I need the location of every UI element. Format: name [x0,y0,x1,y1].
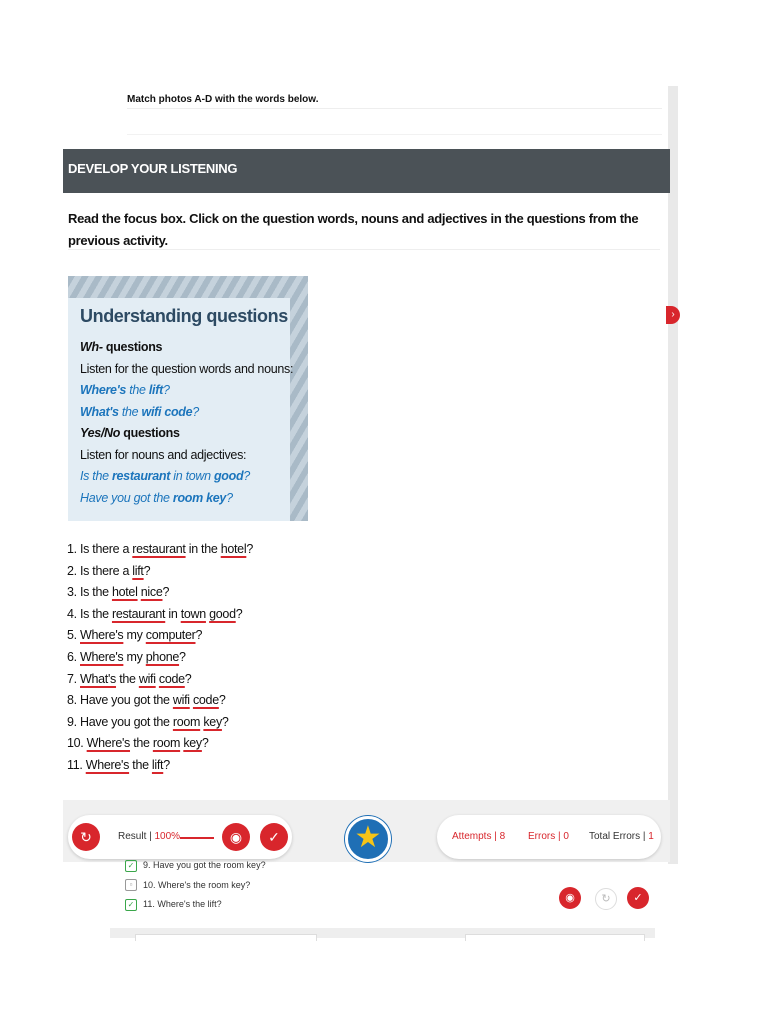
question-item [67,690,253,712]
attempts-stat [452,831,505,842]
question-text: 1. Is there a [67,542,133,556]
yn-instruction: Listen for nouns and adjectives: [80,448,247,462]
errors-stat [528,831,569,842]
check-button-small[interactable] [627,887,649,909]
selected-word[interactable]: hotel [111,585,138,600]
selected-word[interactable]: wifi [172,693,190,708]
ex-text: Have you got the [80,491,173,505]
total-errors-stat [589,831,654,842]
show-answers-button-small[interactable] [559,887,581,909]
question-text: 3. Is the [67,585,112,600]
question-text: 2. Is there a [67,563,133,578]
question-text: the [129,757,152,772]
question-text: ? [163,757,170,772]
question-text: the [130,736,153,751]
example-4 [80,491,233,505]
selected-word[interactable]: Where's [80,649,124,664]
question-item [67,604,253,626]
attempts-value: 8 [499,831,506,842]
errors-value: 0 [563,831,569,842]
question-text: 11. [67,757,86,772]
yn-heading-rest: questions [120,426,180,440]
selected-word[interactable]: town [180,606,206,621]
ex-word: What's [80,405,119,419]
question-text: ? [246,542,253,556]
star-icon: ★ [354,821,382,854]
question-text: ? [184,671,192,686]
divider [68,249,660,250]
example-3 [80,469,250,483]
question-text: in [165,606,181,621]
previous-answer-item [125,895,266,915]
selected-word[interactable]: nice [140,585,163,600]
ex-word: wifi code [141,405,193,419]
total-errors-value: 1 [648,831,654,842]
question-text: ? [162,585,170,600]
wh-heading [80,340,162,354]
question-item [67,582,253,604]
selected-word[interactable]: lift [132,563,144,578]
question-item [67,625,253,647]
question-text: 7. [67,671,80,686]
ex-word: restaurant [111,469,171,483]
ex-text: the [126,383,149,397]
check-button[interactable] [260,823,288,851]
yn-heading-italic: Yes/No [80,426,121,440]
focus-box-stripe-right [290,276,308,521]
question-text: 10. [67,736,87,751]
selected-word[interactable]: Where's [86,736,131,751]
focus-box-title: Understanding questions [80,306,288,326]
check-icon: ✓ [268,829,280,845]
scrollbar-track[interactable] [668,86,678,864]
check-icon: ✓ [633,892,643,904]
question-item [67,539,253,561]
selected-word[interactable]: restaurant [111,606,166,621]
check-icon: ✓ [125,899,137,911]
selected-word[interactable]: good [209,606,236,621]
previous-answer-item [125,856,266,876]
section-title: DEVELOP YOUR LISTENING [63,149,670,193]
question-item [67,755,253,777]
ex-text: ? [243,469,250,483]
question-text: ? [179,649,186,664]
question-text: my [123,649,146,664]
question-text: 9. Have you got the [67,714,173,729]
ex-text: ? [162,383,170,397]
question-text: 8. Have you got the [67,693,173,708]
selected-word[interactable]: room [152,736,181,751]
question-text: 6. [67,649,80,664]
yn-heading [80,426,180,440]
match-instruction: Match photos A-D with the words below. [127,94,319,105]
activity-instructions: Read the focus box. Click on the question words, nouns and adjectives in the questions from the previous activity. [68,211,639,248]
question-text: my [123,628,146,643]
result-text: Result | [118,831,155,842]
footer-pill [135,934,317,941]
question-item [67,712,253,734]
errors-label: Errors | [528,831,564,842]
ex-text: in town [170,469,214,483]
footer-pill [465,934,645,941]
attempts-label: Attempts | [452,831,500,842]
example-1 [80,383,170,397]
ex-word: good [213,469,244,483]
question-item [67,647,253,669]
chevron-right-icon: › [671,309,675,320]
selected-word[interactable]: phone [145,649,180,664]
total-errors-label: Total Errors | [589,831,649,842]
ex-word: Where's [80,383,127,397]
selected-word[interactable]: key [183,736,202,751]
selected-word[interactable]: wifi [138,671,156,686]
focus-box [68,276,308,521]
selected-word[interactable]: restaurant [132,542,186,556]
selected-word[interactable]: code [158,671,185,686]
refresh-icon: ↻ [80,829,92,845]
result-value: 100% [154,831,181,842]
previous-answer-text: 10. Where's the room key? [143,879,251,890]
selected-word[interactable]: lift [151,757,164,772]
previous-answer-text: 9. Have you got the room key? [143,860,266,870]
result-label [118,831,180,842]
selected-word[interactable]: What's [80,671,117,686]
ex-text: ? [192,405,199,419]
selected-word[interactable]: room [172,714,201,729]
question-text: the [116,671,139,686]
question-text: 5. [67,628,80,643]
selected-word[interactable]: Where's [80,628,124,643]
wh-heading-italic: Wh- [80,340,103,354]
selected-word[interactable]: code [192,693,219,708]
question-text: ? [195,628,203,643]
ex-word: room key [172,491,227,505]
question-text: 4. Is the [67,606,112,621]
question-text: ? [235,606,243,621]
selected-word[interactable]: key [203,714,222,729]
selected-word[interactable]: computer [145,628,196,643]
check-icon: ✓ [125,860,137,872]
ex-text: Is the [80,469,112,483]
ex-text: ? [226,491,233,505]
previous-answer-item [125,876,266,896]
ex-text: the [118,405,142,419]
example-2 [80,405,199,419]
reset-button[interactable] [72,823,100,851]
question-item [67,733,253,755]
question-item [67,561,253,583]
refresh-icon: ↻ [601,893,611,905]
question-text: ? [221,714,229,729]
focus-box-stripe-top [68,276,308,298]
ex-word: lift [148,383,163,397]
question-text: in the [185,542,221,556]
previous-answer-text: 11. Where's the lift? [143,899,222,909]
eye-icon: ◉ [229,829,243,845]
wh-instruction: Listen for the question words and nouns: [80,362,294,376]
star-badge [345,816,391,862]
focus-box-content [68,298,294,521]
show-answers-button[interactable] [222,823,250,851]
divider [127,108,662,109]
reset-button-small[interactable] [595,888,617,910]
eye-icon: ◉ [565,892,575,904]
question-item [67,669,253,691]
wh-heading-rest: questions [102,340,163,354]
divider [127,134,662,135]
lock-icon: ▫ [125,879,137,891]
question-list [67,539,253,777]
question-text: ? [218,693,226,708]
result-indicator [180,837,214,839]
selected-word[interactable]: hotel [220,542,247,556]
question-text: ? [143,563,151,578]
previous-answer-list [125,856,266,915]
question-text: ? [201,736,209,751]
selected-word[interactable]: Where's [85,757,130,772]
